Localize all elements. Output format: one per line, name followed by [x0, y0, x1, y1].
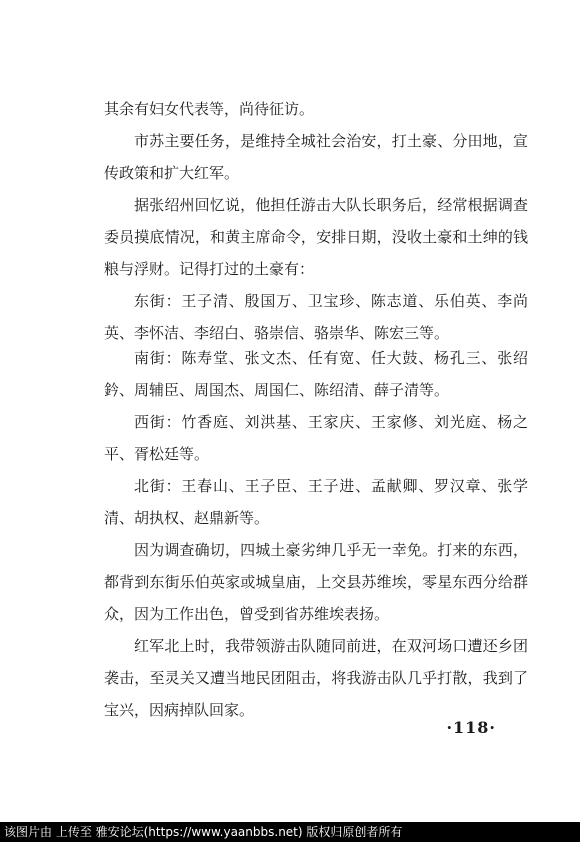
paragraph-main-tasks: 市苏主要任务，是维持全城社会治安，打土豪、分田地，宣传政策和扩大红军。 — [104, 132, 528, 182]
paragraph-east-street: 东街：王子清、殷国万、卫宝珍、陈志道、乐伯英、李尚英、李怀洁、李绍白、骆崇信、骆崇华、陈宏三等。 — [104, 292, 528, 342]
paragraph-north-street: 北街：王春山、王子臣、王子进、孟献卿、罗汉章、张学清、胡执权、赵鼎新等。 — [104, 477, 528, 527]
paragraph-investigation: 因为调查确切，四城土豪劣绅几乎无一幸免。打来的东西，都背到东街乐伯英家或城皇庙，上交县苏维埃，零星东西分给群众，因为工作出色，曾受到省苏维埃表扬。 — [104, 541, 528, 623]
paragraph-west-street: 西街：竹香庭、刘洪基、王家庆、王家修、刘光庭、杨之平、胥松廷等。 — [104, 413, 528, 463]
paragraph-red-army-north: 红军北上时，我带领游击队随同前进，在双河场口遭还乡团袭击，至灵关又遭当地民团阻击，将我游击队几乎打散，我到了宝兴，因病掉队回家。 — [104, 637, 528, 719]
paragraph-south-street: 南街：陈寿堂、张文杰、任有宽、任大鼓、杨孔三、张绍鈐、周辅臣、周国杰、周国仁、陈绍清、薛子清等。 — [104, 349, 528, 399]
watermark-footer: 该图片由 上传至 雅安论坛(https://www.yaanbbs.net) 版权归原创者所有 — [0, 822, 580, 842]
paragraph-women-reps: 其余有妇女代表等，尚待征访。 — [104, 100, 315, 118]
paragraph-recollection: 据张绍州回忆说，他担任游击大队长职务后，经常根据调查委员摸底情况，和黄主席命令，安排日期，没收土豪和土绅的钱粮与浮财。记得打过的土豪有： — [104, 196, 528, 278]
page-number: ·118· — [446, 718, 496, 737]
